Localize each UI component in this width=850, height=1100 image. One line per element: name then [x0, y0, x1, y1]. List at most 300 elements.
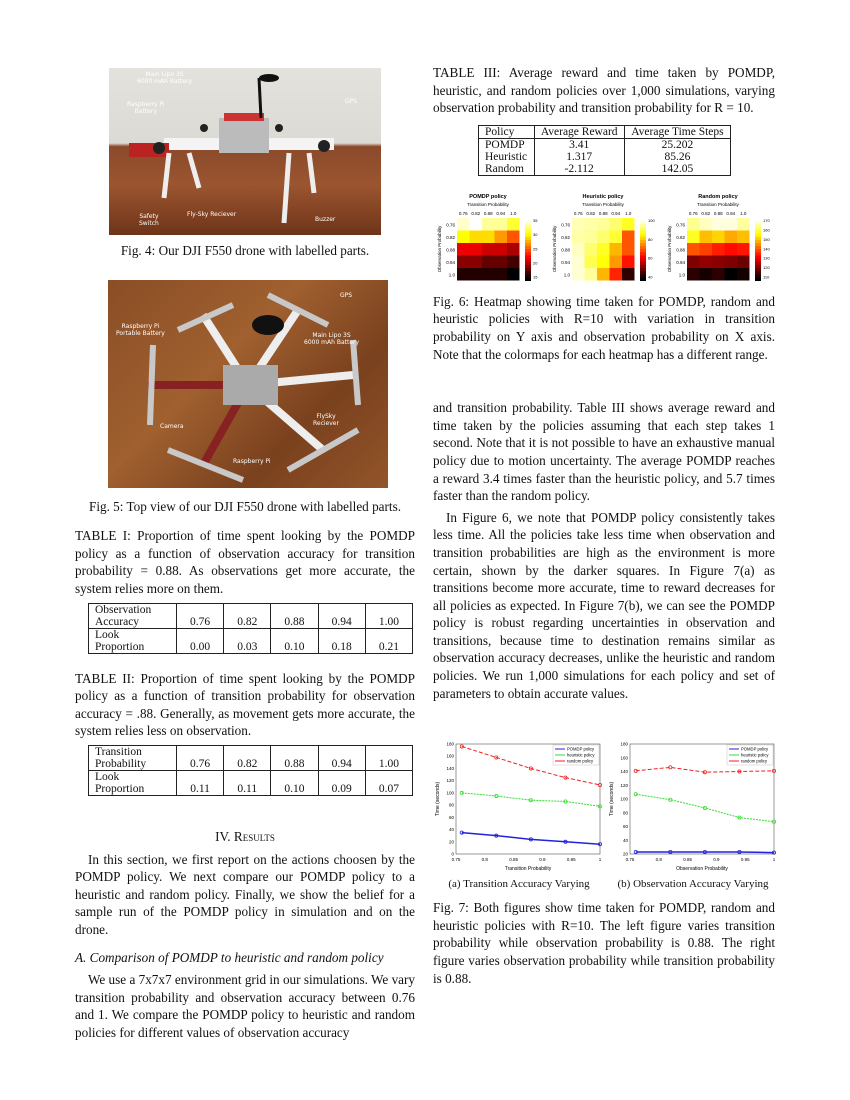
results-paragraph: In this section, we first report on the actions choosen by the POMDP policy. We next compare our POMDP policy to a heuristic and random policy. Finally, we show the belief for a sample run of the POMDP policy in simulation and on the drone.	[75, 851, 415, 937]
colorbar-segment	[755, 237, 761, 241]
heatmap-cell	[687, 255, 700, 268]
heatmap-cell	[482, 243, 495, 256]
heatmap-ytick: 0.88	[561, 247, 570, 253]
heatmap-cell	[610, 218, 623, 231]
heatmap-ytick: 1.0	[563, 272, 570, 278]
y-tick-label: 100	[620, 796, 628, 802]
x-tick-label: 0.85	[683, 857, 692, 863]
heatmap-cell	[457, 255, 470, 268]
colorbar-segment	[640, 243, 646, 247]
x-tick-label: 0.9	[539, 857, 546, 863]
heatmap-cell	[622, 218, 635, 231]
label-gps: GPS	[340, 291, 353, 299]
heatmap-cell	[457, 230, 470, 243]
heatmap-xtick: 0.76	[573, 210, 583, 216]
colorbar-tick: 30	[533, 231, 538, 237]
table2	[88, 745, 413, 796]
label-raspberry-pi: Raspberry Pi	[233, 457, 271, 465]
heatmap-cell	[585, 243, 598, 256]
row-header: Look Proportion	[89, 770, 177, 795]
colorbar-segment	[640, 240, 646, 244]
discussion-paragraph-2: In Figure 6, we note that POMDP policy consistently takes less time. All the policies take less time when observation and transition probabilities are high as the environment is more certain, shown by the darker squares. In Figure 7(a) as transitions become more accurate, time to reward decreases for all policies as expected. In Figure 7(b), we can see the POMDP policy is robust regarding uncertainties in observation and transitions, because time to destination remains similar as observation accuracy decreases, unlike the heuristic and random policies. We run 1,000 simulations for each policy and set of parameters to obtain accurate values.	[433, 509, 775, 701]
colorbar-tick: 15	[533, 274, 538, 280]
series-line-heuristic-policy	[462, 793, 600, 806]
colorbar-segment	[755, 271, 761, 275]
heatmap-cell	[572, 218, 585, 231]
colorbar-segment	[525, 271, 531, 275]
colorbar-segment	[525, 252, 531, 256]
fig7a-line-chart	[432, 738, 606, 878]
heatmap-xlabel: Transition Probability	[582, 201, 624, 207]
heatmap-cell	[482, 230, 495, 243]
cell: 0.07	[365, 770, 412, 795]
heatmap-cell	[700, 218, 713, 231]
cell: 25.202	[624, 138, 730, 151]
colorbar-segment	[525, 258, 531, 262]
colorbar-segment	[755, 252, 761, 256]
colorbar-segment	[640, 252, 646, 256]
x-tick-label: 0.9	[713, 857, 720, 863]
heatmap-cell	[572, 268, 585, 281]
y-tick-label: 140	[620, 769, 628, 775]
heatmap-ytick: 0.76	[446, 222, 455, 228]
colorbar-segment	[640, 249, 646, 253]
colorbar-tick: 100	[648, 217, 655, 223]
section-number: IV.	[215, 828, 231, 844]
y-tick-label: 60	[622, 824, 628, 830]
colorbar-segment	[525, 218, 531, 222]
colorbar-segment	[755, 224, 761, 228]
fig7a-subcaption: (a) Transition Accuracy Varying	[448, 878, 590, 891]
colorbar-tick: 80	[648, 236, 653, 242]
x-tick-label: 0.8	[655, 857, 662, 863]
label-buzzer: Buzzer	[315, 216, 336, 223]
cell: 0.18	[318, 628, 365, 653]
heatmap-cell	[687, 218, 700, 231]
heatmap-ylabel: Observation Probability	[667, 225, 672, 273]
colorbar-tick: 25	[533, 246, 538, 252]
colorbar-segment	[525, 246, 531, 250]
heatmap-cell	[585, 268, 598, 281]
cell: 0.03	[224, 628, 271, 653]
colorbar-segment	[525, 237, 531, 241]
colorbar-segment	[755, 233, 761, 237]
heatmap-xtick: 0.88	[598, 210, 608, 216]
heatmap-cell	[585, 230, 598, 243]
colorbar-segment	[525, 255, 531, 259]
heatmap-cell	[572, 230, 585, 243]
heatmap-cell	[495, 218, 508, 231]
heatmap-cell	[457, 268, 470, 281]
heatmap-cell	[482, 268, 495, 281]
subsection-heading: A. Comparison of POMDP to heuristic and random policy	[75, 949, 384, 965]
cell: 3.41	[534, 138, 624, 151]
heatmap-cell	[622, 243, 635, 256]
heatmap-cell	[597, 230, 610, 243]
y-tick-label: 100	[446, 790, 454, 796]
heatmap-ytick: 0.88	[446, 247, 455, 253]
table1-caption: TABLE I: Proportion of time spent looking by the POMDP policy as a function of observation accuracy for transition probability = 0.88. As observations get more accurate, the system relies more on them.	[75, 528, 415, 596]
heatmap-cell	[712, 243, 725, 256]
heatmap-cell	[610, 230, 623, 243]
heatmap-cell	[725, 218, 738, 231]
y-tick-label: 0	[451, 851, 454, 857]
heatmap-cell	[470, 268, 483, 281]
heatmap-cell	[495, 268, 508, 281]
heatmap-cell	[495, 255, 508, 268]
colorbar-segment	[525, 227, 531, 231]
section-heading	[75, 828, 415, 846]
colorbar-tick: 140	[763, 246, 770, 252]
heatmap-xlabel: Transition Probability	[697, 201, 739, 207]
heatmap-cell	[687, 230, 700, 243]
colorbar-segment	[640, 277, 646, 281]
colorbar-segment	[525, 243, 531, 247]
left-column	[75, 68, 415, 1041]
setup-paragraph: We use a 7x7x7 environment grid in our simulations. We vary transition probability and observation accuracy between 0.76 and 1. We compare the POMDP policy to heuristic and random policies for different values of observation accuracy	[75, 972, 415, 1040]
heatmap-cell	[470, 218, 483, 231]
cell: 0.82	[224, 745, 271, 770]
heatmap-xtick: 1.0	[625, 210, 632, 216]
colorbar-tick: 20	[533, 260, 538, 266]
x-tick-label: 0.95	[566, 857, 576, 863]
colorbar-segment	[525, 249, 531, 253]
colorbar-tick: 120	[763, 264, 770, 270]
row-header: Observation Accuracy	[89, 603, 177, 628]
y-tick-label: 80	[622, 810, 628, 816]
heatmap-cell	[712, 268, 725, 281]
y-tick-label: 160	[446, 753, 454, 759]
x-tick-label: 0.85	[509, 857, 518, 863]
heatmap-title: Heuristic policy	[582, 193, 624, 200]
heatmap-cell	[700, 243, 713, 256]
heatmap-ytick: 0.94	[446, 259, 455, 265]
heatmap-xtick: 0.88	[713, 210, 723, 216]
heatmap-xtick: 0.88	[483, 210, 493, 216]
heatmap-cell	[507, 268, 520, 281]
heatmap-xlabel: Transition Probability	[467, 201, 509, 207]
colorbar-segment	[640, 271, 646, 275]
heatmap-cell	[495, 230, 508, 243]
colorbar-segment	[755, 249, 761, 253]
heatmap-cell	[585, 218, 598, 231]
colorbar-segment	[755, 230, 761, 234]
fig5-caption: Fig. 5: Top view of our DJI F550 drone with labelled parts.	[89, 498, 401, 514]
heatmap-cell	[585, 255, 598, 268]
cell: 0.88	[271, 745, 318, 770]
y-tick-label: 60	[448, 815, 454, 821]
y-axis-label: Time (seconds)	[435, 782, 441, 817]
series-line-heuristic-policy	[636, 794, 774, 822]
heatmap-cell	[622, 230, 635, 243]
heatmap-cell	[482, 218, 495, 231]
colorbar-segment	[755, 218, 761, 222]
heatmap-cell	[610, 255, 623, 268]
y-tick-label: 40	[448, 827, 454, 833]
x-tick-label: 0.75	[451, 857, 461, 863]
series-line-pomdp-policy	[462, 833, 600, 845]
colorbar-segment	[640, 233, 646, 237]
heatmap-cell	[457, 218, 470, 231]
y-axis-label: Time (seconds)	[609, 782, 615, 817]
fig6-caption: Fig. 6: Heatmap showing time taken for POMDP, random and heuristic policies with R=10 with variation in transition probability on Y axis and observation probability on X axis. Note that the colormaps for each heatmap has a different range.	[433, 293, 775, 362]
heatmap-cell	[507, 230, 520, 243]
x-tick-label: 0.8	[481, 857, 488, 863]
colorbar-tick: 35	[533, 217, 538, 223]
colorbar-segment	[640, 255, 646, 259]
cell: 0.94	[318, 745, 365, 770]
fig7a-panel	[432, 738, 606, 891]
colorbar-segment	[525, 240, 531, 244]
heatmap-ytick: 0.82	[676, 234, 685, 240]
table3	[478, 125, 731, 176]
table2-caption: TABLE II: Proportion of time spent looking by the POMDP policy as a function of transition probability for observation accuracy = .88. Generally, as movement gets more accurate, the system relies less on observation.	[75, 670, 415, 739]
y-tick-label: 120	[446, 778, 454, 784]
colorbar-segment	[525, 265, 531, 269]
heatmap-xtick: 0.76	[458, 210, 468, 216]
y-tick-label: 20	[448, 839, 454, 845]
colorbar-segment	[755, 246, 761, 250]
heatmap-cell	[687, 243, 700, 256]
legend-entry: POMDP policy	[567, 746, 595, 752]
cell: 0.00	[177, 628, 224, 653]
colorbar-segment	[755, 240, 761, 244]
heatmap-cell	[610, 268, 623, 281]
heatmap-xtick: 0.82	[471, 210, 481, 216]
heatmap-cell	[725, 268, 738, 281]
cell: 0.10	[271, 770, 318, 795]
drone-side-illustration	[109, 68, 381, 235]
colorbar-segment	[640, 265, 646, 269]
cell: 0.76	[177, 745, 224, 770]
colorbar-segment	[525, 233, 531, 237]
colorbar-segment	[640, 274, 646, 278]
fig7-caption: Fig. 7: Both figures show time taken for POMDP, random and heuristic policies with R=10. The left figure varies transition probability while observation probability is 0.88. The right figure varies observation probability while transition probability is 0.88.	[433, 900, 775, 986]
cell: 0.10	[271, 628, 318, 653]
heatmap-cell	[687, 268, 700, 281]
colorbar-segment	[755, 274, 761, 278]
table3-caption: TABLE III: Average reward and time taken by POMDP, heuristic, and random policies over 1,000 simulations, varying observation probability and transition probability for R = 10.	[433, 65, 775, 116]
colorbar-segment	[525, 268, 531, 272]
drone-top-illustration	[108, 280, 388, 488]
heatmap-ytick: 0.82	[446, 234, 455, 240]
colorbar-tick: 130	[763, 255, 770, 261]
heatmap-cell	[737, 255, 750, 268]
colorbar-segment	[755, 268, 761, 272]
colorbar-segment	[640, 221, 646, 225]
cell: -2.112	[534, 163, 624, 176]
heatmap-cell	[737, 218, 750, 231]
colorbar-segment	[755, 265, 761, 269]
heatmap-ytick: 0.82	[561, 234, 570, 240]
cell: 0.76	[177, 603, 224, 628]
legend-entry: POMDP policy	[741, 746, 769, 752]
heatmap-xtick: 0.94	[496, 210, 506, 216]
heatmap-cell	[597, 218, 610, 231]
fig4-drone-photo	[109, 68, 381, 235]
fig5-drone-photo	[108, 280, 388, 488]
heatmap-cell	[457, 243, 470, 256]
heatmap-ytick: 1.0	[448, 272, 455, 278]
discussion-paragraph-1: and transition probability. Table III shows average reward and time taken by the policies assuming that each step takes 1 second. Note that it is not possible to have an exhaustive manual policy due to motion uncertainty. The average POMDP reaches a reward 3.4 times faster than the heuristic policy, and 5.7 times faster than the random policy.	[433, 400, 775, 504]
colorbar-segment	[755, 243, 761, 247]
fig7b-line-chart	[606, 738, 780, 878]
table1	[88, 603, 413, 654]
heatmap-cell	[470, 230, 483, 243]
heatmap-cell	[482, 255, 495, 268]
row-header: Transition Probability	[89, 745, 177, 770]
heatmap-ytick: 0.94	[561, 259, 570, 265]
heatmap-cell	[700, 255, 713, 268]
heatmap-cell	[737, 268, 750, 281]
right-column	[433, 64, 775, 987]
heatmap-xtick: 1.0	[510, 210, 517, 216]
header-cell: Average Time Steps	[624, 125, 730, 138]
label-camera: Camera	[160, 422, 184, 430]
colorbar-segment	[755, 277, 761, 281]
heatmap-cell	[622, 268, 635, 281]
heatmap-xtick: 0.76	[688, 210, 698, 216]
x-axis-label: Observation Probability	[676, 866, 728, 873]
cell: 85.26	[624, 151, 730, 163]
heatmap-xtick: 0.82	[701, 210, 711, 216]
colorbar-segment	[640, 224, 646, 228]
heatmap-cell	[737, 230, 750, 243]
colorbar-segment	[755, 221, 761, 225]
colorbar-segment	[640, 258, 646, 262]
fig7b-subcaption: (b) Observation Accuracy Varying	[617, 878, 769, 891]
cell: 1.00	[365, 603, 412, 628]
cell: POMDP	[479, 138, 535, 151]
label-main-lipo: Main Lipo 3S 6000 mAh Battery	[137, 71, 193, 85]
heatmap-cell	[700, 230, 713, 243]
series-line-random-policy	[636, 768, 774, 773]
x-tick-label: 0.75	[625, 857, 635, 863]
y-tick-label: 80	[448, 802, 454, 808]
heatmap-cell	[597, 268, 610, 281]
heatmap-cell	[507, 218, 520, 231]
colorbar-tick: 110	[763, 274, 770, 280]
label-safety-switch: Safety Switch	[139, 213, 159, 227]
heatmap-ytick: 1.0	[678, 272, 685, 278]
heatmap-cell	[712, 230, 725, 243]
heatmap-xtick: 0.94	[611, 210, 621, 216]
colorbar-segment	[640, 262, 646, 266]
colorbar-tick: 60	[648, 255, 653, 261]
colorbar-segment	[640, 218, 646, 222]
heatmap-cell	[725, 243, 738, 256]
colorbar-tick: 160	[763, 227, 770, 233]
heatmap-title: POMDP policy	[469, 193, 507, 200]
heatmap-ytick: 0.94	[676, 259, 685, 265]
colorbar-segment	[755, 255, 761, 259]
colorbar-segment	[640, 268, 646, 272]
label-flysky: Fly-Sky Reciever	[187, 211, 237, 218]
cell: 0.09	[318, 770, 365, 795]
fig7b-panel	[606, 738, 780, 891]
colorbar-segment	[640, 230, 646, 234]
heatmap-cell	[572, 255, 585, 268]
cell: 1.317	[534, 151, 624, 163]
heatmap-xtick: 0.82	[586, 210, 596, 216]
heatmap-cell	[725, 255, 738, 268]
label-gps: GPS	[345, 98, 358, 105]
cell: 0.88	[271, 603, 318, 628]
cell: Heuristic	[479, 151, 535, 163]
x-tick-label: 0.95	[740, 857, 750, 863]
series-line-pomdp-policy	[636, 852, 774, 853]
colorbar-segment	[525, 277, 531, 281]
legend-entry: random policy	[741, 758, 768, 764]
cell: 0.82	[224, 603, 271, 628]
legend-entry: heuristic policy	[567, 752, 595, 758]
colorbar-tick: 40	[648, 274, 653, 280]
heatmap-cell	[737, 243, 750, 256]
colorbar-segment	[525, 262, 531, 266]
heatmap-ylabel: Observation Probability	[437, 225, 442, 273]
heatmap-cell	[610, 243, 623, 256]
colorbar-segment	[755, 227, 761, 231]
colorbar-segment	[640, 227, 646, 231]
y-tick-label: 20	[622, 851, 628, 857]
heatmap-cell	[712, 255, 725, 268]
y-tick-label: 180	[446, 741, 454, 747]
x-tick-label: 1	[772, 857, 776, 863]
heatmap-xtick: 0.94	[726, 210, 736, 216]
fig4-caption: Fig. 4: Our DJI F550 drone with labelled parts.	[120, 243, 370, 258]
y-tick-label: 160	[620, 755, 628, 761]
colorbar-segment	[525, 274, 531, 278]
heatmap-cell	[597, 255, 610, 268]
y-tick-label: 120	[620, 783, 628, 788]
heatmap-ytick: 0.76	[561, 222, 570, 228]
heatmap-cell	[597, 243, 610, 256]
heatmap-cell	[725, 230, 738, 243]
section-title: Results	[233, 828, 275, 844]
colorbar-tick: 150	[763, 236, 770, 242]
heatmap-cell	[700, 268, 713, 281]
colorbar-segment	[755, 262, 761, 266]
row-header: Look Proportion	[89, 628, 177, 653]
header-cell: Average Reward	[534, 125, 624, 138]
header-cell: Policy	[479, 125, 535, 138]
colorbar-segment	[755, 258, 761, 262]
colorbar-segment	[525, 230, 531, 234]
heatmap-cell	[622, 255, 635, 268]
heatmap-title: Random policy	[698, 193, 738, 200]
y-tick-label: 180	[620, 741, 628, 747]
heatmap-cell	[495, 243, 508, 256]
colorbar-segment	[640, 237, 646, 241]
y-tick-label: 40	[622, 838, 628, 843]
cell: 0.11	[224, 770, 271, 795]
cell: Random	[479, 163, 535, 176]
fig7-charts	[432, 738, 775, 891]
colorbar-segment	[525, 221, 531, 225]
heatmap-ytick: 0.88	[676, 247, 685, 253]
heatmap-cell	[470, 243, 483, 256]
legend-entry: random policy	[567, 758, 594, 764]
heatmap-cell	[507, 243, 520, 256]
cell: 0.94	[318, 603, 365, 628]
label-rpi-portable-battery: Raspberry Pi Portable Battery	[116, 322, 165, 337]
label-main-lipo: Main Lipo 3S 6000 mAh Battery	[304, 331, 360, 346]
cell: 0.21	[365, 628, 412, 653]
cell: 142.05	[624, 163, 730, 176]
heatmap-cell	[712, 218, 725, 231]
colorbar-segment	[525, 224, 531, 228]
cell: 1.00	[365, 745, 412, 770]
